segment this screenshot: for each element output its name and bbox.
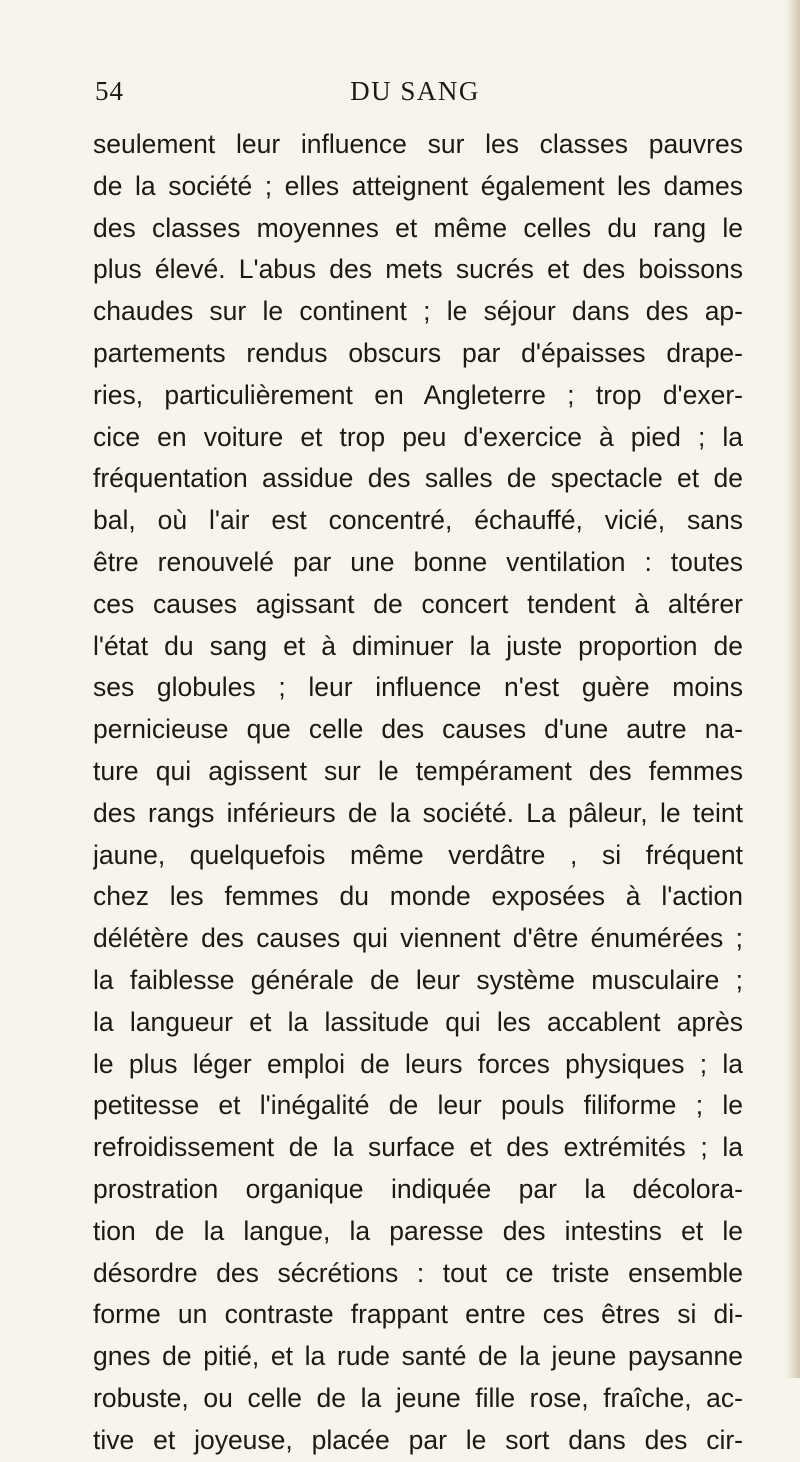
text-line: ses globules ; leur influence n'est guère moins bbox=[93, 672, 743, 703]
text-line: être renouvelé par une bonne ventilation : toutes bbox=[93, 546, 743, 577]
text-line: la faiblesse générale de leur système musculaire ; bbox=[93, 964, 743, 995]
text-line: refroidissement de la surface et des extrémités ; la bbox=[93, 1132, 743, 1163]
text-line: robuste, ou celle de la jeune fille rose, fraîche, ac- bbox=[93, 1382, 743, 1413]
page-edge-shadow bbox=[786, 0, 800, 1378]
body-text bbox=[93, 124, 743, 1462]
text-line: forme un contraste frappant entre ces êtres si di- bbox=[93, 1299, 743, 1330]
text-line: ture qui agissent sur le tempérament des femmes bbox=[93, 755, 743, 786]
text-line: bal, où l'air est concentré, échauffé, vicié, sans bbox=[93, 505, 743, 536]
text-line: chez les femmes du monde exposées à l'action bbox=[93, 881, 743, 912]
text-line: tive et joyeuse, placée par le sort dans des cir- bbox=[93, 1424, 743, 1455]
running-title: DU SANG bbox=[350, 76, 480, 106]
text-line: de la société ; elles atteignent également les dames bbox=[93, 170, 743, 201]
text-line: tion de la langue, la paresse des intestins et le bbox=[93, 1215, 743, 1246]
text-line: plus élevé. L'abus des mets sucrés et des boissons bbox=[93, 254, 743, 285]
text-line: des classes moyennes et même celles du rang le bbox=[93, 212, 743, 243]
text-line: jaune, quelquefois même verdâtre , si fréquent bbox=[93, 839, 743, 870]
text-line: ries, particulièrement en Angleterre ; trop d'exer- bbox=[93, 379, 743, 410]
text-line: l'état du sang et à diminuer la juste proportion de bbox=[93, 630, 743, 661]
text-line: ces causes agissant de concert tendent à altérer bbox=[93, 588, 743, 619]
text-line: gnes de pitié, et la rude santé de la jeune paysanne bbox=[93, 1341, 743, 1372]
text-line: le plus léger emploi de leurs forces physiques ; la bbox=[93, 1048, 743, 1079]
text-line: pernicieuse que celle des causes d'une autre na- bbox=[93, 714, 743, 745]
text-line: délétère des causes qui viennent d'être énumérées ; bbox=[93, 923, 743, 954]
text-line: partements rendus obscurs par d'épaisses drape- bbox=[93, 337, 743, 368]
page-number: 54 bbox=[95, 76, 124, 106]
text-line: petitesse et l'inégalité de leur pouls filiforme ; le bbox=[93, 1090, 743, 1121]
text-line: désordre des sécrétions : tout ce triste ensemble bbox=[93, 1257, 743, 1288]
text-line: seulement leur influence sur les classes pauvres bbox=[93, 129, 743, 159]
text-line: fréquentation assidue des salles de spectacle et de bbox=[93, 463, 743, 494]
text-line: la langueur et la lassitude qui les accablent après bbox=[93, 1006, 743, 1037]
text-line: chaudes sur le continent ; le séjour dans des ap- bbox=[93, 296, 743, 327]
text-line: prostration organique indiquée par la décolora- bbox=[93, 1173, 743, 1204]
running-header bbox=[95, 76, 735, 116]
text-line: des rangs inférieurs de la société. La pâleur, le teint bbox=[93, 797, 743, 828]
text-line: cice en voiture et trop peu d'exercice à pied ; la bbox=[93, 421, 743, 452]
